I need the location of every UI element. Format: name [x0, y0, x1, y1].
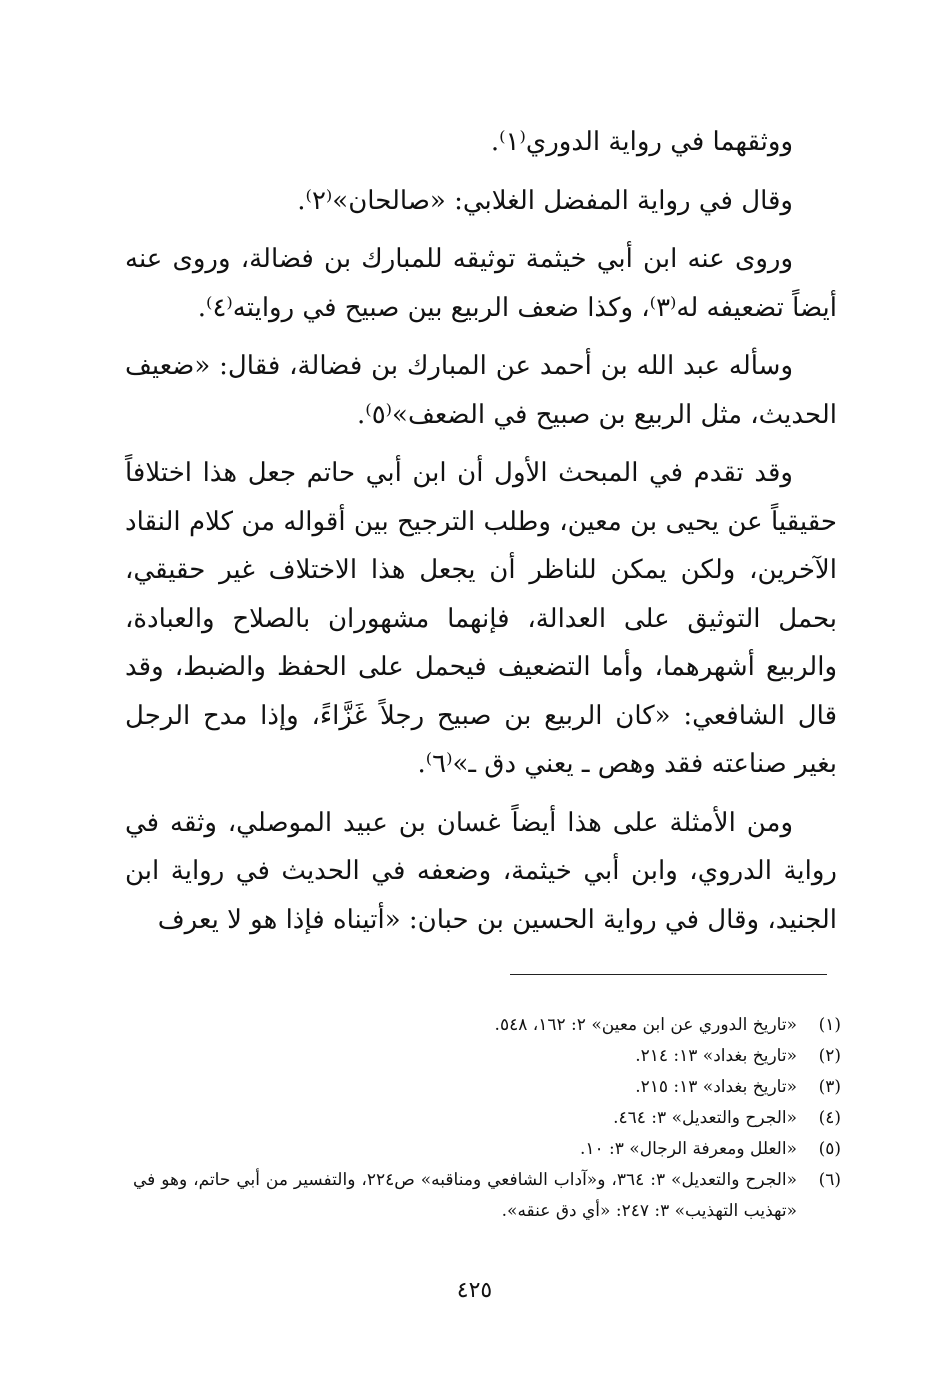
footnote-text: «تاريخ الدوري عن ابن معين» ٢: ١٦٢، ٥٤٨. [494, 1015, 797, 1035]
footnote-text: «الجرح والتعديل» ٣: ٤٦٤. [613, 1108, 797, 1128]
footnote-text: «العلل ومعرفة الرجال» ٣: ١٠. [579, 1139, 797, 1159]
footnotes [133, 1010, 841, 1227]
footnote-text: «تاريخ بغداد» ١٣: ٢١٥. [635, 1077, 797, 1097]
footnote-number: (١) [818, 1015, 841, 1035]
paragraph: وقال في رواية المفضل الغلابي: «صالحان»⁽٢⁾. [297, 185, 793, 216]
footnote-text: «الجرح والتعديل» ٣: ٣٦٤، و«آداب الشافعي ومناقبه» ص٢٢٤، والتفسير من أبي حاتم، وهو في «تهذيب التهذيب» ٣: ٢٤٧: «أي دق عنقه». [133, 1170, 797, 1221]
paragraph: ووثقهما في رواية الدوري⁽١⁾. [490, 127, 793, 157]
footnote-separator [510, 974, 827, 975]
paragraph: وروى عنه ابن أبي خيثمة توثيقه للمبارك بن فضالة، وروى عنه أيضاً تضعيفه له⁽٣⁾، وكذا ضعف الربيع بين صبيح في روايته⁽٤⁾. [125, 244, 837, 323]
footnote-number: (٢) [818, 1046, 841, 1066]
footnote-text: «تاريخ بغداد» ١٣: ٢١٤. [635, 1046, 797, 1066]
footnote [133, 1134, 841, 1165]
body-text [125, 118, 837, 954]
footnote [133, 1010, 841, 1041]
footnote-number: (٦) [818, 1170, 841, 1190]
footnote [133, 1103, 841, 1134]
footnote [133, 1041, 841, 1072]
paragraph: ومن الأمثلة على هذا أيضاً غسان بن عبيد الموصلي، وثقه في رواية الدروي، وابن أبي خيثمة، وضعفه في الحديث في رواية ابن الجنيد، وقال في رواية الحسين بن حبان: «أتيناه فإذا هو لا يعرف [125, 807, 837, 935]
footnote [133, 1072, 841, 1103]
footnote-number: (٣) [818, 1077, 841, 1097]
footnote-number: (٥) [818, 1139, 841, 1159]
paragraph: وسأله عبد الله بن أحمد عن المبارك بن فضالة، فقال: «ضعيف الحديث، مثل الربيع بن صبيح في الضعف»⁽٥⁾. [125, 351, 837, 430]
footnote-number: (٤) [818, 1108, 841, 1128]
footnote [133, 1165, 841, 1227]
page-number: ٤٢٥ [456, 1278, 493, 1303]
paragraph: وقد تقدم في المبحث الأول أن ابن أبي حاتم جعل هذا اختلافاً حقيقياً عن يحيى بن معين، وطلب الترجيح بين أقواله من كلام النقاد الآخرين، ولكن يمكن للناظر أن يجعل هذا الاختلاف غير حقيقي، بحمل التوثيق على العدالة، فإنهما مشهوران بالصلاح والعبادة، والربيع أشهرهما، وأما التضعيف فيحمل على الحفظ والضبط، وقد قال الشافعي: «كان الربيع بن صبيح رجلاً غَزَّاءً، وإذا مدح الرجل بغير صناعته فقد وهص ـ يعني دق ـ»⁽٦⁾. [125, 458, 837, 779]
